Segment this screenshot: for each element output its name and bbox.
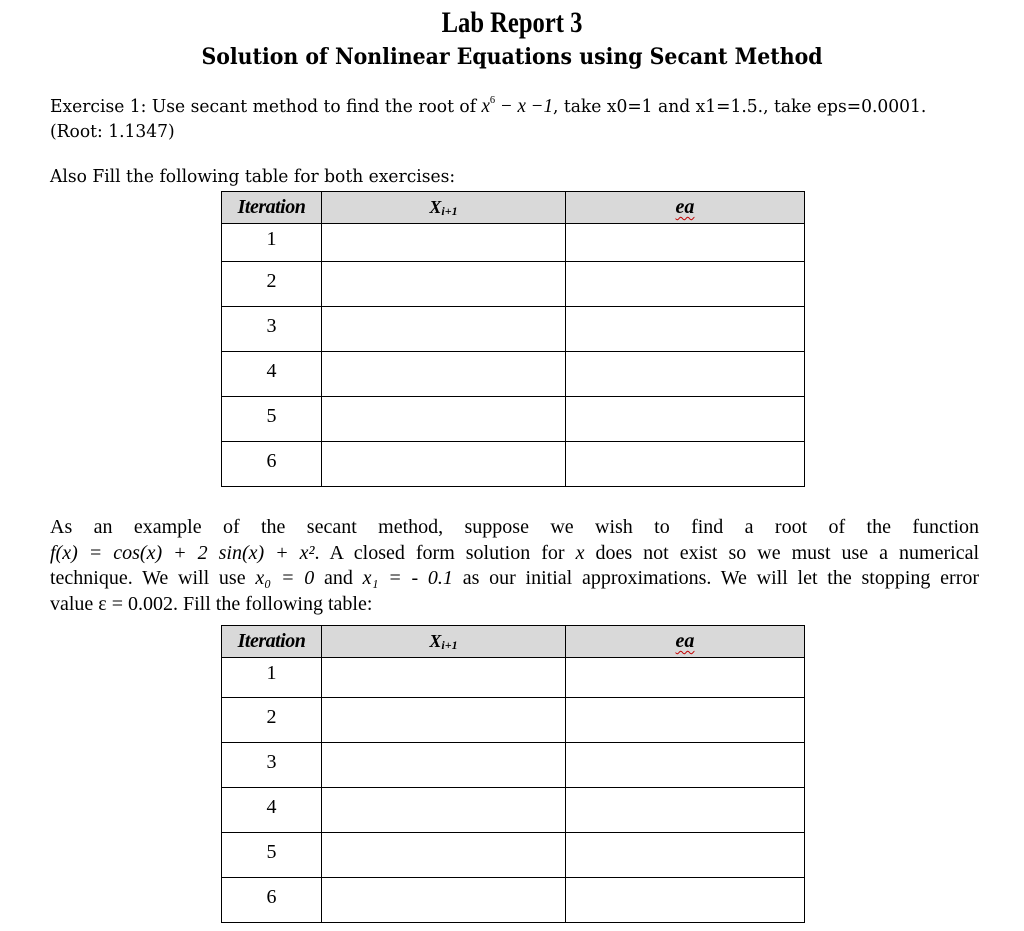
iteration-cell: 6	[222, 878, 322, 923]
iteration-cell: 1	[222, 658, 322, 698]
exercise-1	[50, 88, 962, 144]
x-cell[interactable]	[322, 698, 566, 743]
table-row	[222, 307, 805, 352]
table-row	[222, 878, 805, 923]
page-title: Lab Report 3	[441, 6, 583, 39]
example-line-4: value ε = 0.002. Fill the following table:	[50, 592, 373, 615]
table-row	[222, 397, 805, 442]
exercise-1-line	[50, 88, 962, 119]
exercise-1-root: (Root: 1.1347)	[50, 121, 175, 142]
column-header-ea: ea	[566, 626, 805, 658]
exercise-1-suffix: , take x0=1 and x1=1.5., take eps=0.0001.	[552, 96, 927, 117]
ea-cell[interactable]	[566, 262, 805, 307]
ea-cell[interactable]	[566, 307, 805, 352]
example-line-1: As an example of the secant method, suppose we wish to find a root of the function	[50, 516, 979, 538]
ea-cell[interactable]	[566, 658, 805, 698]
exercise-1-prefix: Exercise 1: Use secant method to find the root of	[50, 96, 482, 117]
example-paragraph	[50, 515, 979, 617]
table-row	[222, 658, 805, 698]
x-cell[interactable]	[322, 743, 566, 788]
ea-cell[interactable]	[566, 397, 805, 442]
x-cell[interactable]	[322, 658, 566, 698]
column-header-iteration: Iteration	[222, 626, 322, 658]
column-header-ea: ea	[566, 192, 805, 224]
iteration-cell: 2	[222, 698, 322, 743]
ea-cell[interactable]	[566, 698, 805, 743]
ea-cell[interactable]	[566, 788, 805, 833]
table-row	[222, 262, 805, 307]
table-header-row	[222, 626, 805, 658]
x-cell[interactable]	[322, 307, 566, 352]
x-cell[interactable]	[322, 788, 566, 833]
table-row	[222, 352, 805, 397]
x-cell[interactable]	[322, 833, 566, 878]
exercise-1-equation: $x^6 - x -1$	[481, 94, 553, 117]
x-cell[interactable]	[322, 442, 566, 487]
column-header-x: Xi+1	[322, 626, 566, 658]
table-row	[222, 224, 805, 262]
example-line-2: f(x) = cos(x) + 2 sin(x) + x². A closed form solution for x does not exist so we must use a numerical	[50, 541, 980, 564]
ea-cell[interactable]	[566, 224, 805, 262]
ea-cell[interactable]	[566, 878, 805, 923]
iteration-cell: 5	[222, 397, 322, 442]
column-header-iteration: Iteration	[222, 192, 322, 224]
iteration-cell: 4	[222, 352, 322, 397]
column-header-x: Xi+1	[322, 192, 566, 224]
page-subtitle: Solution of Nonlinear Equations using Secant Method	[201, 44, 823, 70]
x-cell[interactable]	[322, 397, 566, 442]
iteration-cell: 3	[222, 307, 322, 352]
iteration-cell: 1	[222, 224, 322, 262]
table-row	[222, 788, 805, 833]
x-cell[interactable]	[322, 352, 566, 397]
table-header-row	[222, 192, 805, 224]
x-cell[interactable]	[322, 878, 566, 923]
iteration-cell: 6	[222, 442, 322, 487]
iteration-cell: 4	[222, 788, 322, 833]
ea-cell[interactable]	[566, 352, 805, 397]
x-cell[interactable]	[322, 262, 566, 307]
fill-table-instruction: Also Fill the following table for both exercises:	[50, 166, 456, 187]
table-row	[222, 743, 805, 788]
table-exercise-1	[221, 191, 805, 487]
table-example	[221, 625, 805, 923]
ea-cell[interactable]	[566, 833, 805, 878]
ea-cell[interactable]	[566, 442, 805, 487]
iteration-cell: 5	[222, 833, 322, 878]
table-row	[222, 698, 805, 743]
x-cell[interactable]	[322, 224, 566, 262]
example-line-3: technique. We will use x₀ = 0 and x₁ = - 0.1 as our initial approximations. We will let the stopping error	[50, 567, 980, 589]
table-row	[222, 833, 805, 878]
ea-cell[interactable]	[566, 743, 805, 788]
table-row	[222, 442, 805, 487]
iteration-cell: 2	[222, 262, 322, 307]
iteration-cell: 3	[222, 743, 322, 788]
